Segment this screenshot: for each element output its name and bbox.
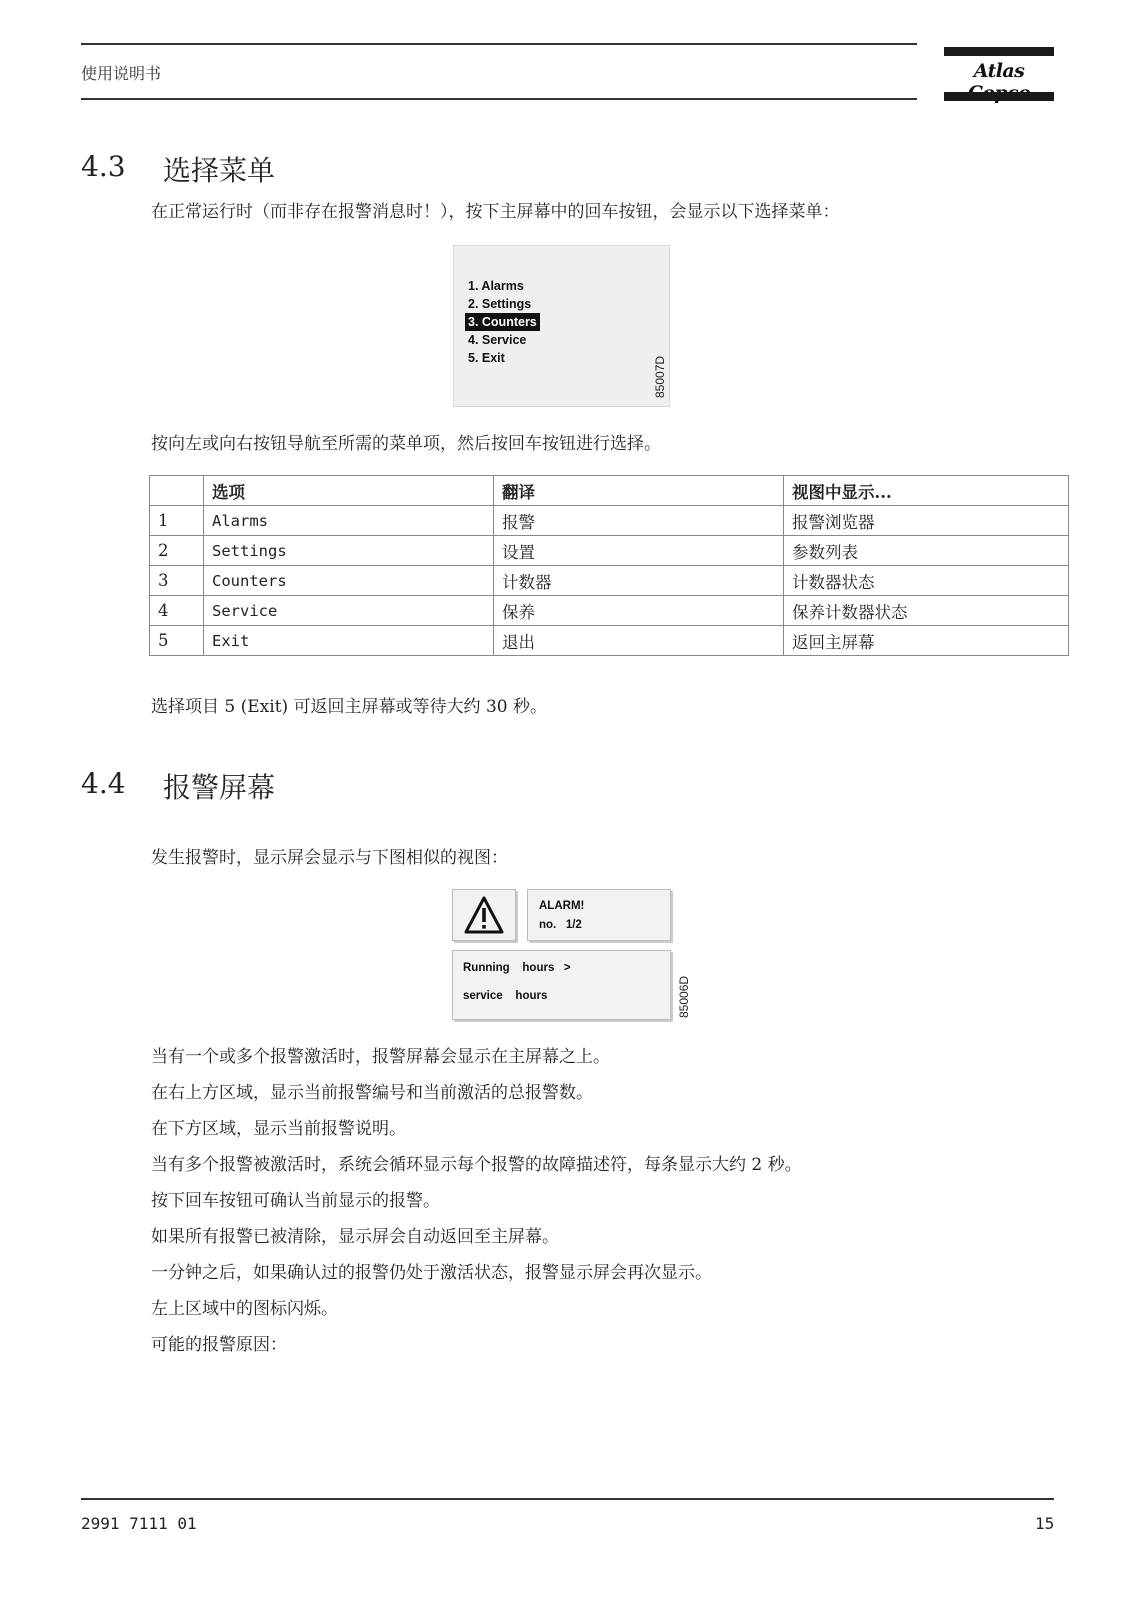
table-cell: 设置 — [494, 536, 784, 566]
alarm-paragraph: 左上区域中的图标闪烁。 — [151, 1299, 338, 1319]
table-cell: 1 — [150, 506, 204, 536]
alarm-status-panel — [527, 889, 671, 941]
brand-logo — [944, 47, 1054, 101]
table-cell: 4 — [150, 596, 204, 626]
table-cell: Exit — [204, 626, 494, 656]
alarm-paragraph: 在下方区域，显示当前报警说明。 — [151, 1119, 406, 1139]
menu-item-exit: 5. Exit — [468, 351, 505, 365]
alarm-paragraph: 可能的报警原因： — [151, 1335, 287, 1355]
figure-code: 85006D — [677, 975, 691, 1018]
table-cell: 退出 — [494, 626, 784, 656]
alarm-paragraph: 按下回车按钮可确认当前显示的报警。 — [151, 1191, 440, 1211]
section-title: 报警屏幕 — [163, 771, 276, 804]
document-title: 使用说明书 — [81, 64, 162, 83]
alarm-paragraph: 当有多个报警被激活时，系统会循环显示每个报警的故障描述符，每条显示大约 2 秒。 — [151, 1155, 802, 1175]
alarm-description-panel — [452, 950, 671, 1020]
menu-item-alarms: 1. Alarms — [468, 279, 524, 293]
table-row — [150, 626, 1069, 656]
menu-item-service: 4. Service — [468, 333, 527, 347]
section-number: 4.3 — [81, 150, 126, 183]
alarm-number: no. 1/2 — [539, 919, 582, 931]
table-cell: 报警浏览器 — [784, 506, 1069, 536]
alarm-label: ALARM! — [539, 900, 585, 912]
menu-options-table — [149, 475, 1069, 656]
menu-item-settings: 2. Settings — [468, 297, 532, 311]
table-cell: Counters — [204, 566, 494, 596]
section-intro: 发生报警时，显示屏会显示与下图相似的视图： — [151, 848, 508, 868]
table-row — [150, 506, 1069, 536]
table-cell: 返回主屏幕 — [784, 626, 1069, 656]
menu-item-counters-selected: 3. Counters — [465, 313, 540, 331]
table-row — [150, 566, 1069, 596]
page-number: 15 — [1035, 1514, 1055, 1533]
table-cell: 参数列表 — [784, 536, 1069, 566]
alarm-paragraph: 当有一个或多个报警激活时，报警屏幕会显示在主屏幕之上。 — [151, 1047, 610, 1067]
document-number: 2991 7111 01 — [81, 1514, 197, 1533]
footer-rule — [81, 1498, 1054, 1500]
exit-instructions: 选择项目 5 (Exit) 可返回主屏幕或等待大约 30 秒。 — [151, 697, 547, 717]
table-cell: 计数器状态 — [784, 566, 1069, 596]
section-number: 4.4 — [81, 767, 126, 800]
table-cell: Alarms — [204, 506, 494, 536]
alarm-paragraph: 如果所有报警已被清除，显示屏会自动返回至主屏幕。 — [151, 1227, 559, 1247]
alarm-paragraph: 一分钟之后，如果确认过的报警仍处于激活状态，报警显示屏会再次显示。 — [151, 1263, 712, 1283]
alarm-paragraph: 在右上方区域，显示当前报警编号和当前激活的总报警数。 — [151, 1083, 593, 1103]
table-cell: 3 — [150, 566, 204, 596]
table-header-row — [150, 476, 1069, 506]
table-cell: Service — [204, 596, 494, 626]
menu-screen-figure — [453, 245, 670, 407]
navigation-instructions: 按向左或向右按钮导航至所需的菜单项，然后按回车按钮进行选择。 — [151, 434, 661, 454]
header-rule-top — [81, 43, 917, 45]
figure-code: 85007D — [653, 355, 667, 398]
menu-list — [465, 277, 540, 367]
warning-triangle-icon — [453, 890, 515, 940]
alarm-description-line2: service hours — [463, 990, 548, 1002]
table-row — [150, 596, 1069, 626]
table-cell: 保养计数器状态 — [784, 596, 1069, 626]
header-rule-bottom — [81, 98, 917, 100]
table-header-cell — [150, 476, 204, 506]
alarm-description-line1: Running hours > — [463, 962, 571, 974]
table-cell: Settings — [204, 536, 494, 566]
table-header-cell: 视图中显示... — [784, 476, 1069, 506]
table-header-cell: 选项 — [204, 476, 494, 506]
section-title: 选择菜单 — [163, 154, 276, 187]
table-cell: 保养 — [494, 596, 784, 626]
section-intro: 在正常运行时（而非存在报警消息时！），按下主屏幕中的回车按钮，会显示以下选择菜单： — [151, 202, 840, 222]
alarm-icon-panel — [452, 889, 516, 941]
table-cell: 计数器 — [494, 566, 784, 596]
table-header-cell: 翻译 — [494, 476, 784, 506]
table-cell: 2 — [150, 536, 204, 566]
table-cell: 5 — [150, 626, 204, 656]
table-row — [150, 536, 1069, 566]
table-cell: 报警 — [494, 506, 784, 536]
logo-text: Atlas — [973, 60, 1025, 82]
